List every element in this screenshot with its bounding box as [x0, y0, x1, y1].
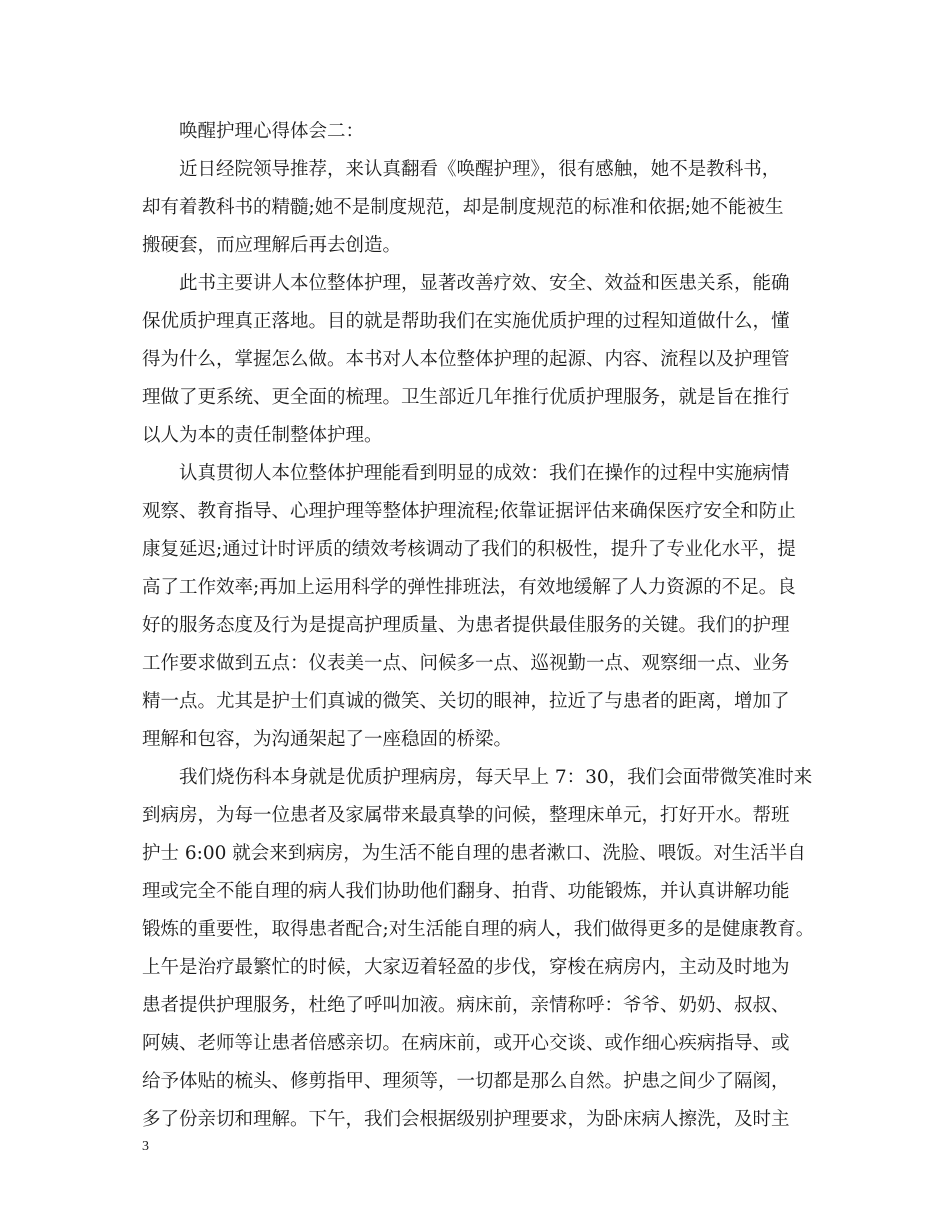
paragraph-line: 观察、教育指导、心理护理等整体护理流程;依靠证据评估来确保医疗安全和防止	[142, 501, 796, 522]
paragraph-line: 近日经院领导推荐，来认真翻看《唤醒护理》，很有感触，她不是教科书，	[179, 159, 781, 180]
paragraph-line: 理做了更系统、更全面的梳理。卫生部近几年推行优质护理服务，就是旨在推行	[142, 387, 790, 408]
paragraph-line: 好的服务态度及行为是提高护理质量、为患者提供最佳服务的关键。我们的护理	[142, 615, 790, 636]
page-number: 3	[142, 1139, 149, 1154]
paragraph-line: 给予体贴的梳头、修剪指甲、理须等，一切都是那么自然。护患之间少了隔阂，	[142, 1071, 790, 1092]
paragraph-line: 到病房，为每一位患者及家属带来最真挚的问候，整理床单元，打好开水。帮班	[142, 805, 790, 826]
paragraph-line: 患者提供护理服务，杜绝了呼叫加液。病床前，亲情称呼：爷爷、奶奶、叔叔、	[142, 995, 790, 1016]
paragraph-line: 认真贯彻人本位整体护理能看到明显的成效：我们在操作的过程中实施病情	[179, 463, 790, 484]
section-heading: 唤醒护理心得体会二：	[179, 121, 365, 142]
paragraph-line: 上午是治疗最繁忙的时候，大家迈着轻盈的步伐，穿梭在病房内，主动及时地为	[142, 957, 790, 978]
paragraph-line: 阿姨、老师等让患者倍感亲切。在病床前，或开心交谈、或作细心疾病指导、或	[142, 1033, 790, 1054]
paragraph-line: 精一点。尤其是护士们真诚的微笑、关切的眼神，拉近了与患者的距离，增加了	[142, 691, 790, 712]
paragraph-line: 锻炼的重要性，取得患者配合;对生活能自理的病人，我们做得更多的是健康教育。	[142, 919, 815, 940]
paragraph-line: 工作要求做到五点：仪表美一点、问候多一点、巡视勤一点、观察细一点、业务	[142, 653, 790, 674]
paragraph-line: 得为什么，掌握怎么做。本书对人本位整体护理的起源、内容、流程以及护理管	[142, 349, 790, 370]
paragraph-line: 理解和包容，为沟通架起了一座稳固的桥梁。	[142, 729, 513, 750]
paragraph-line: 理或完全不能自理的病人我们协助他们翻身、拍背、功能锻炼，并认真讲解功能	[142, 881, 790, 902]
paragraph-line: 此书主要讲人本位整体护理，显著改善疗效、安全、效益和医患关系，能确	[179, 273, 790, 294]
paragraph-line: 保优质护理真正落地。目的就是帮助我们在实施优质护理的过程知道做什么，懂	[142, 311, 790, 332]
document-body	[142, 113, 822, 1139]
paragraph-line: 康复延迟;通过计时评质的绩效考核调动了我们的积极性，提升了专业化水平，提	[142, 539, 796, 560]
paragraph-line: 多了份亲切和理解。下午，我们会根据级别护理要求，为卧床病人擦洗，及时主	[142, 1109, 790, 1130]
paragraph-line: 以人为本的责任制整体护理。	[142, 425, 383, 446]
paragraph-line: 我们烧伤科本身就是优质护理病房，每天早上 7：30，我们会面带微笑准时来	[179, 767, 813, 788]
paragraph-line: 高了工作效率;再加上运用科学的弹性排班法，有效地缓解了人力资源的不足。良	[142, 577, 796, 598]
paragraph-line: 却有着教科书的精髓;她不是制度规范，却是制度规范的标准和依据;她不能被生	[142, 197, 784, 218]
paragraph-line: 搬硬套，而应理解后再去创造。	[142, 235, 402, 256]
paragraph-line: 护士 6:00 就会来到病房，为生活不能自理的患者漱口、洗脸、喂饭。对生活半自	[142, 843, 806, 864]
